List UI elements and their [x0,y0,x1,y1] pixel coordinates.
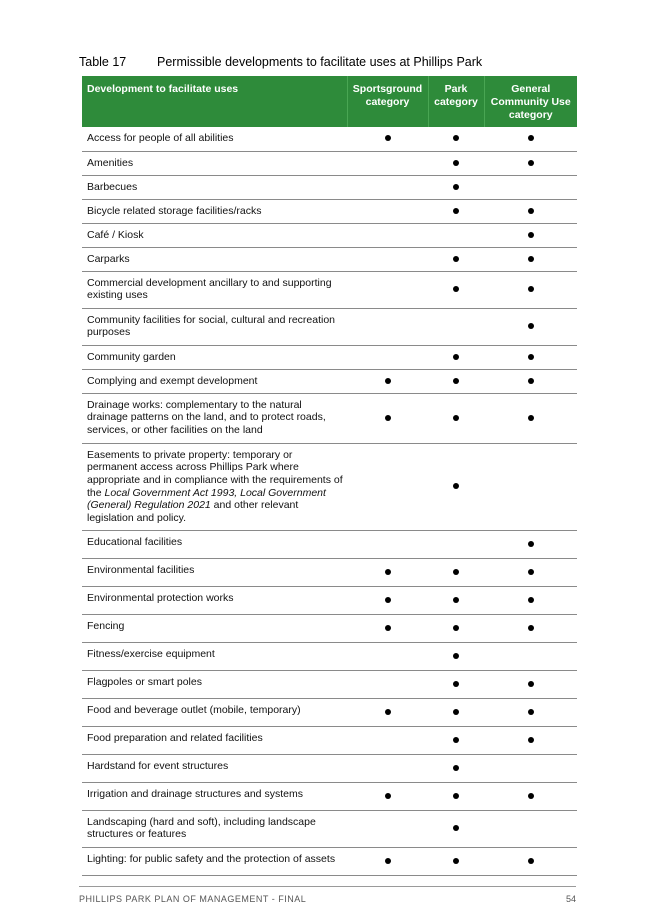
development-label: Irrigation and drainage structures and systems [82,782,347,810]
permitted-dot-icon [453,256,459,262]
permitted-dot-icon [453,569,459,575]
mark-cell-park [428,726,484,754]
mark-cell-sportsground [347,586,428,614]
mark-cell-general-community-use [484,247,577,271]
mark-cell-park [428,369,484,393]
permitted-dot-icon [528,378,534,384]
permitted-dot-icon [528,415,534,421]
development-label: Lighting: for public safety and the protection of assets [82,847,347,875]
mark-cell-general-community-use [484,847,577,875]
mark-cell-sportsground [347,369,428,393]
development-label [82,443,347,530]
mark-cell-general-community-use [484,670,577,698]
mark-cell-general-community-use [484,369,577,393]
label-text: and other relevant legislation and policy. [87,499,299,525]
permitted-dot-icon [385,793,391,799]
mark-cell-general-community-use [484,199,577,223]
development-label: Barbecues [82,175,347,199]
mark-cell-sportsground [347,726,428,754]
permitted-dot-icon [453,483,459,489]
mark-cell-general-community-use [484,175,577,199]
footer-divider [79,886,576,887]
mark-cell-general-community-use [484,393,577,443]
header-sportsground: Sportsground category [347,76,428,127]
mark-cell-sportsground [347,754,428,782]
table-row [82,369,577,393]
permitted-dot-icon [385,569,391,575]
permitted-dot-icon [385,597,391,603]
mark-cell-sportsground [347,443,428,530]
table-row [82,223,577,247]
mark-cell-general-community-use [484,642,577,670]
development-label: Educational facilities [82,530,347,558]
permitted-dot-icon [528,354,534,360]
permitted-dot-icon [528,208,534,214]
mark-cell-park [428,308,484,345]
mark-cell-general-community-use [484,127,577,151]
mark-cell-sportsground [347,847,428,875]
table-row [82,443,577,530]
permitted-dot-icon [528,709,534,715]
table-row [82,199,577,223]
mark-cell-park [428,271,484,308]
mark-cell-sportsground [347,614,428,642]
header-park: Park category [428,76,484,127]
mark-cell-general-community-use [484,151,577,175]
mark-cell-park [428,443,484,530]
permitted-dot-icon [453,681,459,687]
mark-cell-park [428,782,484,810]
table-row [82,247,577,271]
development-label: Bicycle related storage facilities/racks [82,199,347,223]
mark-cell-sportsground [347,530,428,558]
mark-cell-park [428,847,484,875]
permitted-dot-icon [453,625,459,631]
development-label: Fencing [82,614,347,642]
mark-cell-sportsground [347,558,428,586]
permitted-dot-icon [528,541,534,547]
development-label: Amenities [82,151,347,175]
mark-cell-sportsground [347,223,428,247]
mark-cell-sportsground [347,393,428,443]
mark-cell-general-community-use [484,726,577,754]
development-label: Community garden [82,345,347,369]
permitted-dot-icon [385,858,391,864]
table-row [82,151,577,175]
table-row [82,698,577,726]
mark-cell-park [428,247,484,271]
table-row [82,271,577,308]
mark-cell-sportsground [347,127,428,151]
mark-cell-general-community-use [484,558,577,586]
mark-cell-general-community-use [484,614,577,642]
table-body [82,127,577,875]
permitted-dot-icon [453,378,459,384]
permitted-dot-icon [385,625,391,631]
mark-cell-park [428,698,484,726]
permitted-dot-icon [528,232,534,238]
mark-cell-sportsground [347,151,428,175]
permitted-dot-icon [453,597,459,603]
mark-cell-sportsground [347,175,428,199]
label-text: Easements to private property: temporary or permanent access across Phillips Park where appropriate and in compliance with the requirements of the [87,448,343,499]
permitted-dot-icon [453,737,459,743]
mark-cell-general-community-use [484,586,577,614]
mark-cell-park [428,223,484,247]
development-label: Landscaping (hard and soft), including landscape structures or features [82,810,347,847]
table-row [82,530,577,558]
table-row [82,847,577,875]
development-label: Commercial development ancillary to and supporting existing uses [82,271,347,308]
permitted-dot-icon [453,354,459,360]
development-label: Food preparation and related facilities [82,726,347,754]
table-row [82,308,577,345]
development-label: Environmental protection works [82,586,347,614]
permitted-dot-icon [385,709,391,715]
mark-cell-park [428,175,484,199]
mark-cell-park [428,810,484,847]
development-label: Access for people of all abilities [82,127,347,151]
mark-cell-general-community-use [484,308,577,345]
permitted-dot-icon [528,160,534,166]
mark-cell-general-community-use [484,271,577,308]
mark-cell-sportsground [347,782,428,810]
development-label: Drainage works: complementary to the natural drainage patterns on the land, and to protect roads, services, or other facilities on the land [82,393,347,443]
legislation-reference: Local Government Act 1993, Local Government (General) Regulation 2021 [87,486,326,512]
permissible-developments-table [82,76,577,876]
table-row [82,175,577,199]
mark-cell-park [428,614,484,642]
permitted-dot-icon [453,160,459,166]
mark-cell-sportsground [347,247,428,271]
permitted-dot-icon [528,793,534,799]
header-general-community-use: General Community Use category [484,76,577,127]
permitted-dot-icon [453,286,459,292]
permitted-dot-icon [528,135,534,141]
mark-cell-general-community-use [484,782,577,810]
table-row [82,726,577,754]
mark-cell-park [428,754,484,782]
mark-cell-park [428,558,484,586]
table-row [82,810,577,847]
mark-cell-park [428,393,484,443]
development-label: Community facilities for social, cultural and recreation purposes [82,308,347,345]
development-label: Flagpoles or smart poles [82,670,347,698]
mark-cell-park [428,530,484,558]
permitted-dot-icon [385,415,391,421]
table-row [82,642,577,670]
permitted-dot-icon [528,737,534,743]
table-row [82,586,577,614]
mark-cell-general-community-use [484,698,577,726]
mark-cell-general-community-use [484,345,577,369]
table-row [82,127,577,151]
permitted-dot-icon [528,323,534,329]
table-row [82,614,577,642]
development-label: Hardstand for event structures [82,754,347,782]
mark-cell-sportsground [347,698,428,726]
mark-cell-general-community-use [484,530,577,558]
permitted-dot-icon [453,709,459,715]
mark-cell-park [428,345,484,369]
table-row [82,558,577,586]
mark-cell-park [428,586,484,614]
mark-cell-park [428,127,484,151]
development-label: Complying and exempt development [82,369,347,393]
permitted-dot-icon [528,681,534,687]
mark-cell-park [428,151,484,175]
development-label: Environmental facilities [82,558,347,586]
footer-page-number: 54 [565,894,576,904]
table-header-row [82,76,577,127]
permitted-dot-icon [528,858,534,864]
permitted-dot-icon [453,825,459,831]
permitted-dot-icon [453,858,459,864]
table-row [82,670,577,698]
table-number: Table 17 [79,55,127,69]
mark-cell-general-community-use [484,443,577,530]
mark-cell-sportsground [347,345,428,369]
table-row [82,393,577,443]
mark-cell-sportsground [347,199,428,223]
table-caption [79,55,482,69]
development-label: Café / Kiosk [82,223,347,247]
table-row [82,754,577,782]
permitted-dot-icon [453,765,459,771]
table-row [82,782,577,810]
development-label: Food and beverage outlet (mobile, temporary) [82,698,347,726]
permitted-dot-icon [453,184,459,190]
mark-cell-park [428,199,484,223]
header-development: Development to facilitate uses [82,76,347,127]
development-label: Carparks [82,247,347,271]
permitted-dot-icon [528,597,534,603]
mark-cell-sportsground [347,308,428,345]
permitted-dot-icon [453,415,459,421]
mark-cell-sportsground [347,670,428,698]
permitted-dot-icon [528,256,534,262]
permitted-dot-icon [528,286,534,292]
permitted-dot-icon [453,208,459,214]
permitted-dot-icon [453,653,459,659]
permitted-dot-icon [528,569,534,575]
permitted-dot-icon [528,625,534,631]
permitted-dot-icon [453,793,459,799]
mark-cell-sportsground [347,271,428,308]
mark-cell-general-community-use [484,810,577,847]
table-row [82,345,577,369]
mark-cell-general-community-use [484,223,577,247]
permitted-dot-icon [385,378,391,384]
mark-cell-sportsground [347,642,428,670]
development-label: Fitness/exercise equipment [82,642,347,670]
mark-cell-general-community-use [484,754,577,782]
mark-cell-sportsground [347,810,428,847]
footer-document-title: PHILLIPS PARK PLAN OF MANAGEMENT - FINAL [79,894,307,904]
table-title: Permissible developments to facilitate uses at Phillips Park [157,55,483,69]
mark-cell-park [428,670,484,698]
mark-cell-park [428,642,484,670]
permitted-dot-icon [453,135,459,141]
permitted-dot-icon [385,135,391,141]
